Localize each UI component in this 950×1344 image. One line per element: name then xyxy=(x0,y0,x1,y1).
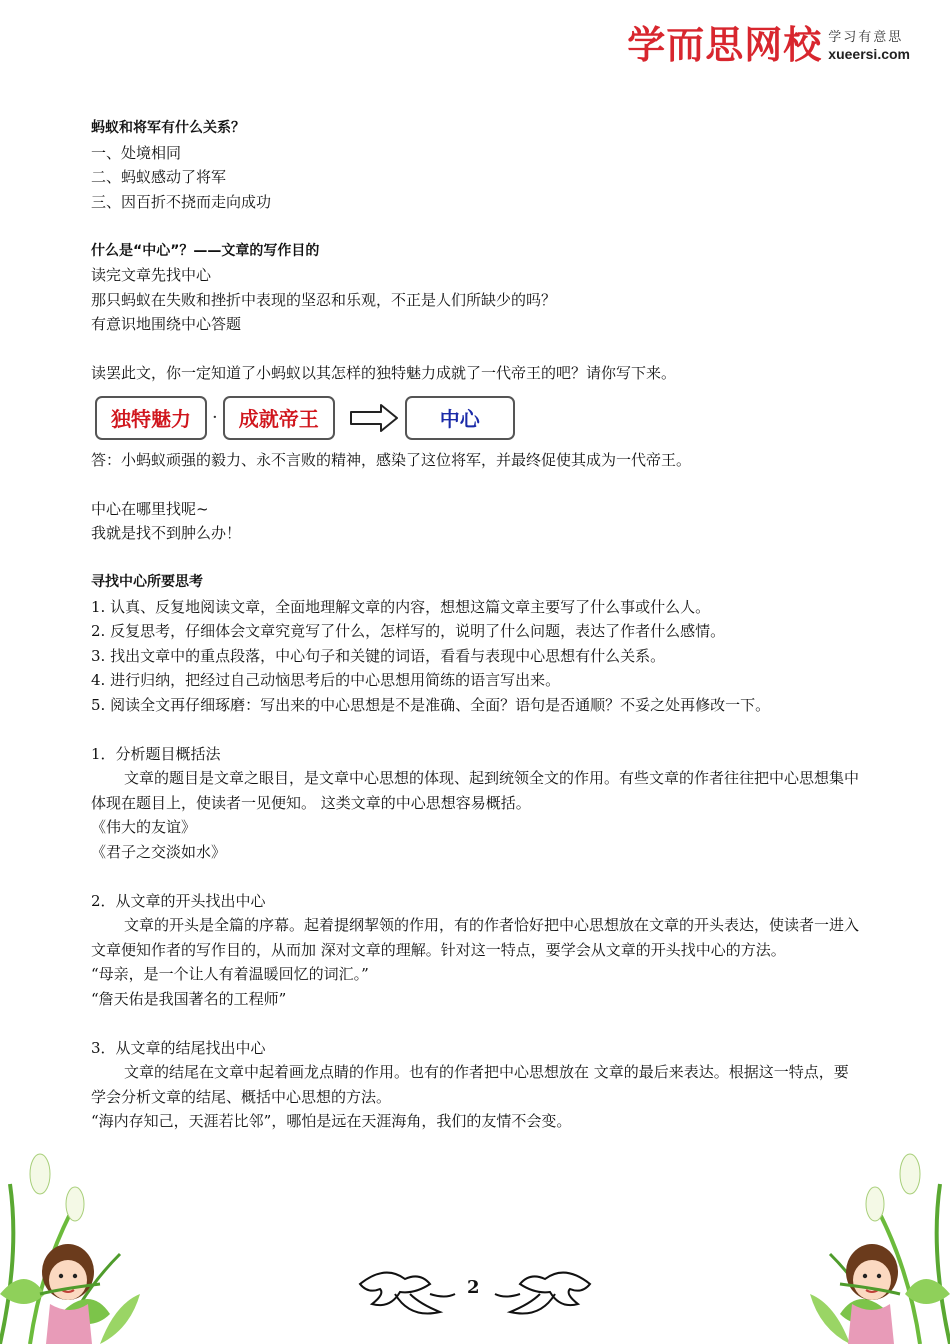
section-heading: 寻找中心所要思考 xyxy=(91,574,203,590)
footer-decoration xyxy=(0,1144,950,1344)
list-item: 3. 找出文章中的重点段落，中心句子和关键的词语，看看与表现中心思想有什么关系。 xyxy=(91,646,666,665)
method-title: 2．从文章的开头找出中心 xyxy=(91,891,266,910)
text-line: 中心在哪里找呢~ xyxy=(91,499,209,518)
section-heading: 什么是“中心”？——文章的写作目的 xyxy=(91,242,320,259)
logo-side xyxy=(828,22,910,62)
text-line: 读完文章先找中心 xyxy=(91,266,212,284)
example-line: “母亲，是一个让人有着温暖回忆的词汇。” xyxy=(91,965,369,983)
list-item: 4. 进行归纳，把经过自己动恼思考后的中心思想用简练的语言写出来。 xyxy=(91,671,561,689)
list-item: 2. 反复思考，仔细体会文章究竟写了什么，怎样写的，说明了什么问题，表达了作者什么感情。 xyxy=(91,622,726,640)
text-line: 我就是找不到肿么办！ xyxy=(91,524,242,542)
concept-diagram xyxy=(95,390,861,446)
method-paragraph: 文章的结尾在文章中起着画龙点睛的作用。也有的作者把中心思想放在 文章的最后来表达。根据这一特点，要学会分析文章的结尾、概括中心思想的方法。 xyxy=(91,1063,849,1106)
brand-logo xyxy=(627,22,910,72)
example-line: “海内存知己，天涯若比邻”，哪怕是远在天涯海角，我们的友情不会变。 xyxy=(91,1112,572,1130)
logo-url: xueersi.com xyxy=(828,46,910,62)
diagram-box-charm: 独特魅力 xyxy=(95,396,207,440)
list-item: 一、处境相同 xyxy=(91,143,182,162)
diagram-box-emperor: 成就帝王 xyxy=(223,396,335,440)
list-item: 二、蚂蚁感动了将军 xyxy=(91,168,227,186)
section-heading: 蚂蚁和将军有什么关系？ xyxy=(91,120,245,136)
logo-slogan: 学习有意思 xyxy=(828,30,904,45)
list-item: 1. 认真、反复地阅读文章，全面地理解文章的内容，想想这篇文章主要写了什么事或什么人。 xyxy=(91,597,711,616)
document-body xyxy=(91,116,861,1134)
list-item: 三、因百折不挠而走向成功 xyxy=(91,192,272,211)
text-line: 那只蚂蚁在失败和挫折中表现的坚忍和乐观，不正是人们所缺少的吗？ xyxy=(91,290,557,309)
question-text: 读罢此文，你一定知道了小蚂蚁以其怎样的独特魅力成就了一代帝王的吧？请你写下来。 xyxy=(91,364,677,382)
logo-wordmark: 学而思网校 xyxy=(627,23,823,67)
method-title: 3．从文章的结尾找出中心 xyxy=(91,1038,266,1057)
answer-text: 答：小蚂蚁顽强的毅力、永不言败的精神，感染了这位将军，并最终促使其成为一代帝王。 xyxy=(91,450,692,469)
example-line: 《君子之交淡如水》 xyxy=(91,842,227,861)
right-girl-illustration xyxy=(840,1244,900,1344)
method-paragraph: 文章的题目是文章之眼目，是文章中心思想的体现、起到统领全文的作用。有些文章的作者往往把中心思想集中体现在题目上，使读者一见便知。 这类文章的中心思想容易概括。 xyxy=(91,769,860,812)
example-line: 《伟大的友谊》 xyxy=(91,818,197,836)
right-dove-icon xyxy=(495,1273,590,1314)
method-title: 1．分析题目概括法 xyxy=(91,744,221,763)
left-girl-illustration xyxy=(40,1244,100,1344)
left-dove-icon xyxy=(360,1273,455,1314)
diagram-box-center: 中心 xyxy=(405,396,515,440)
diagram-dot: · xyxy=(212,406,218,428)
text-line: 有意识地围绕中心答题 xyxy=(91,315,242,333)
right-arrow-icon xyxy=(349,403,399,433)
page-number: 2 xyxy=(467,1277,480,1298)
list-item: 5. 阅读全文再仔细琢磨：写出来的中心思想是不是准确、全面？语句是否通顺？不妥之处再修改一下。 xyxy=(91,695,771,714)
example-line: “詹天佑是我国著名的工程师” xyxy=(91,989,287,1008)
method-paragraph: 文章的开头是全篇的序幕。起着提纲挈领的作用，有的作者恰好把中心思想放在文章的开头表达，使读者一进入文章便知作者的写作目的，从而加 深对文章的理解。针对这一特点，要学会从文章的开头找中心的方法。 xyxy=(91,916,860,959)
